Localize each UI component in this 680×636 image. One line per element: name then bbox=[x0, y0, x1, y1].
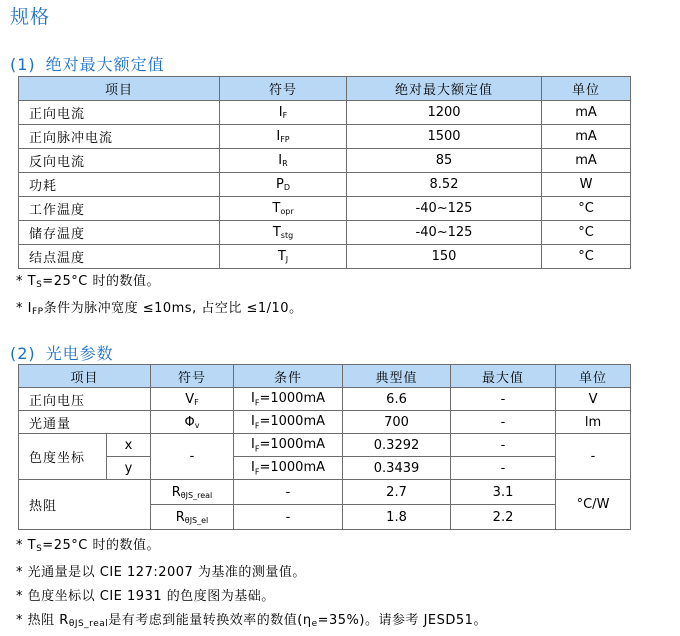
note: * $T_S=25^\circ C$ 时的数值。 bbox=[16, 538, 160, 554]
row-value: 8.52 bbox=[347, 173, 542, 197]
note: * $I_{FP}$条件为脉冲宽度 ≤10ms, 占空比 ≤1/10。 bbox=[16, 301, 303, 317]
table-header-row bbox=[19, 77, 631, 101]
table-header-row bbox=[19, 365, 631, 388]
col-header-max: 最大值 bbox=[451, 365, 556, 388]
col-header-unit: 单位 bbox=[556, 365, 631, 388]
row-item: 色度坐标 bbox=[19, 434, 107, 480]
row-item: 储存温度 bbox=[19, 221, 220, 245]
row-value: 150 bbox=[347, 245, 542, 269]
table-row bbox=[19, 480, 631, 505]
row-value: 1500 bbox=[347, 125, 542, 149]
col-header-condition: 条件 bbox=[234, 365, 343, 388]
row-symbol: $I_{FP}$ bbox=[220, 125, 347, 149]
row-unit: °C/W bbox=[556, 480, 631, 530]
table-row bbox=[19, 411, 631, 434]
row-item: 热阻 bbox=[19, 480, 151, 530]
col-header-symbol: 符号 bbox=[220, 77, 347, 101]
row-typical: 0.3292 bbox=[343, 434, 451, 457]
row-typical: 0.3439 bbox=[343, 457, 451, 480]
table-row bbox=[19, 173, 631, 197]
row-unit: °C bbox=[542, 245, 631, 269]
row-item: 功耗 bbox=[19, 173, 220, 197]
col-header-item: 项目 bbox=[19, 77, 220, 101]
row-max: - bbox=[451, 388, 556, 411]
row-typical: 2.7 bbox=[343, 480, 451, 505]
row-axis: y bbox=[107, 457, 151, 480]
section-1-title: 绝对最大额定值 bbox=[45, 55, 165, 74]
row-item: 光通量 bbox=[19, 411, 151, 434]
section-1-number: (1) bbox=[10, 55, 36, 74]
row-typical: 700 bbox=[343, 411, 451, 434]
table-row bbox=[19, 125, 631, 149]
table-row bbox=[19, 101, 631, 125]
row-item: 反向电流 bbox=[19, 149, 220, 173]
row-symbol: $V_F$ bbox=[151, 388, 234, 411]
row-max: - bbox=[451, 411, 556, 434]
note: * $T_S=25^\circ C$ 时的数值。 bbox=[16, 274, 160, 290]
row-unit: W bbox=[542, 173, 631, 197]
table-row bbox=[19, 457, 631, 480]
col-header-symbol: 符号 bbox=[151, 365, 234, 388]
row-max: - bbox=[451, 457, 556, 480]
row-symbol: $R_{\theta JS\_real}$ bbox=[151, 480, 234, 505]
row-item: 正向电流 bbox=[19, 101, 220, 125]
note: * 光通量是以 CIE 127:2007 为基准的测量值。 bbox=[16, 565, 306, 580]
section-1-notes bbox=[16, 270, 303, 324]
row-condition: - bbox=[234, 505, 343, 530]
note: * 色度坐标以 CIE 1931 的色度图为基础。 bbox=[16, 589, 275, 604]
row-condition: - bbox=[234, 480, 343, 505]
row-symbol: $T_J$ bbox=[220, 245, 347, 269]
section-2-title: 光电参数 bbox=[45, 344, 114, 363]
row-unit: lm bbox=[556, 411, 631, 434]
col-header-typical: 典型值 bbox=[343, 365, 451, 388]
row-unit: °C bbox=[542, 221, 631, 245]
row-unit: V bbox=[556, 388, 631, 411]
row-typical: 1.8 bbox=[343, 505, 451, 530]
section-2-notes bbox=[16, 534, 487, 636]
row-max: - bbox=[451, 434, 556, 457]
col-header-item: 项目 bbox=[19, 365, 151, 388]
col-header-rating: 绝对最大额定值 bbox=[347, 77, 542, 101]
row-item: 正向电压 bbox=[19, 388, 151, 411]
table-row bbox=[19, 245, 631, 269]
row-item: 正向脉冲电流 bbox=[19, 125, 220, 149]
row-item: 结点温度 bbox=[19, 245, 220, 269]
row-value: 1200 bbox=[347, 101, 542, 125]
row-symbol: $R_{\theta JS\_el}$ bbox=[151, 505, 234, 530]
row-unit: mA bbox=[542, 101, 631, 125]
row-symbol: $T_{stg}$ bbox=[220, 221, 347, 245]
section-2-number: (2) bbox=[10, 344, 36, 363]
electro-optical-table bbox=[18, 364, 631, 530]
row-unit: - bbox=[556, 434, 631, 480]
table-row bbox=[19, 149, 631, 173]
row-typical: 6.6 bbox=[343, 388, 451, 411]
page-title: 规格 bbox=[10, 6, 51, 28]
row-condition: $I_F=1000mA$ bbox=[234, 411, 343, 434]
row-value: -40~125 bbox=[347, 221, 542, 245]
row-item: 工作温度 bbox=[19, 197, 220, 221]
row-symbol: $P_D$ bbox=[220, 173, 347, 197]
note: * 热阻 $R_{\theta JS\_real}$是有考虑到能量转换效率的数值$(\eta_e=35\%)$。请参考 JESD51。 bbox=[16, 613, 487, 629]
row-symbol: $T_{opr}$ bbox=[220, 197, 347, 221]
table-row bbox=[19, 388, 631, 411]
row-condition: $I_F=1000mA$ bbox=[234, 434, 343, 457]
row-unit: mA bbox=[542, 125, 631, 149]
row-symbol: $I_F$ bbox=[220, 101, 347, 125]
row-symbol: $I_R$ bbox=[220, 149, 347, 173]
row-symbol: $\Phi_v$ bbox=[151, 411, 234, 434]
section-1-heading bbox=[10, 52, 165, 75]
row-unit: °C bbox=[542, 197, 631, 221]
table-row bbox=[19, 197, 631, 221]
absolute-max-ratings-table bbox=[18, 76, 631, 269]
row-unit: mA bbox=[542, 149, 631, 173]
col-header-unit: 单位 bbox=[542, 77, 631, 101]
table-row bbox=[19, 221, 631, 245]
section-2-heading bbox=[10, 341, 114, 364]
row-condition: $I_F=1000mA$ bbox=[234, 388, 343, 411]
row-value: 85 bbox=[347, 149, 542, 173]
row-axis: x bbox=[107, 434, 151, 457]
row-value: -40~125 bbox=[347, 197, 542, 221]
row-symbol: - bbox=[151, 434, 234, 480]
row-condition: $I_F=1000mA$ bbox=[234, 457, 343, 480]
row-max: 2.2 bbox=[451, 505, 556, 530]
row-max: 3.1 bbox=[451, 480, 556, 505]
table-row bbox=[19, 434, 631, 457]
